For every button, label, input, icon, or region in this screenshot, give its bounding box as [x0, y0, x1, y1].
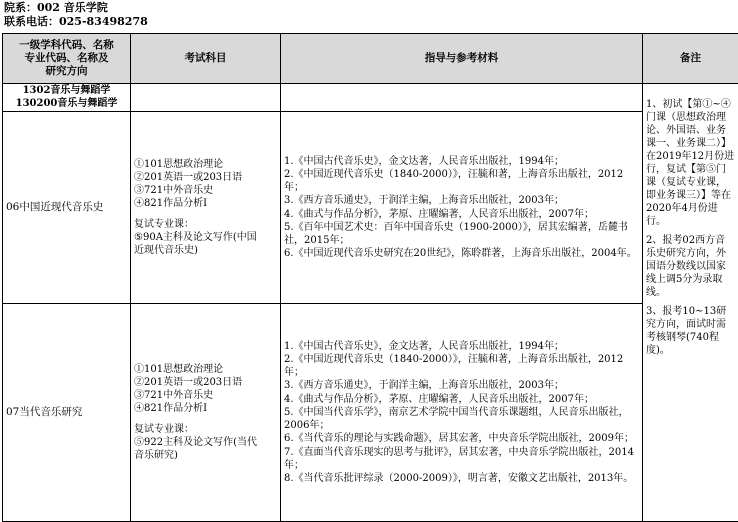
material-item: 7.《直面当代音乐现实的思考与批评》，居其宏著，中央音乐学院出版社，2014年；	[284, 446, 634, 471]
discipline-cell	[3, 84, 131, 112]
major-header-line: 专业代码、名称及	[24, 52, 109, 64]
material-item: 4.《曲式与作品分析》，茅原、庄曜编著，人民音乐出版社，2007年；	[284, 393, 594, 405]
direction-cell: 06中国近现代音乐史	[3, 112, 131, 304]
table-row	[3, 304, 738, 522]
material-item: 6.《当代音乐的理论与实践命题》，居其宏著，中央音乐学院出版社，2009年；	[284, 433, 634, 445]
material-item: 3.《西方音乐通史》，于润洋主编，上海音乐出版社，2003年；	[284, 195, 564, 207]
note-item: 3、报考10~13研究方向，面试时需考核钢琴(740程度)。	[646, 306, 727, 356]
retest-item: ⑤90A主科及论文写作(中国	[134, 232, 257, 243]
subjects-column-header: 考试科目	[131, 34, 281, 84]
retest-item: 近现代音乐史)	[134, 245, 198, 256]
subject-item: ②201英语一或203日语	[134, 172, 243, 183]
materials-cell	[281, 112, 643, 304]
subjects-cell	[131, 304, 281, 522]
material-item: 6.《中国近现代音乐史研究在20世纪》，陈聆群著，上海音乐出版社，2004年。	[284, 248, 637, 260]
discipline-line: 130200音乐与舞蹈学	[15, 97, 118, 109]
subject-item: ③721中外音乐史	[134, 390, 214, 401]
empty-cell	[281, 84, 643, 112]
table-header-row	[3, 34, 738, 84]
material-item: 5.《百年中国艺术史：百年中国音乐史（1900-2000）》，居其宏编著，岳麓书社，2015年；	[284, 221, 628, 246]
note-item: 1、初试【第①~④门课（思想政治理论、外国语、业务课一、业务课二）】在2019年12月份进行，复试【第⑤门课（复试专业课，即业务课三）】等在2020年4月份进行。	[646, 99, 735, 227]
note-item: 2、报考02西方音乐史研究方向，外国语分数线以国家线上调5分为录取线。	[646, 235, 726, 298]
subjects-cell	[131, 112, 281, 304]
retest-label: 复试专业课：	[134, 219, 194, 230]
subject-item: ④821作品分析Ⅰ	[134, 403, 208, 414]
retest-label: 复试专业课：	[134, 424, 194, 435]
subject-item: ②201英语一或203日语	[134, 377, 243, 388]
notes-column-header: 备注	[643, 34, 738, 84]
material-item: 2.《中国近现代音乐史（1840-2000）》，汪毓和著，上海音乐出版社，2012年；	[284, 168, 624, 194]
material-item: 1.《中国古代音乐史》，金文达著，人民音乐出版社，1994年；	[284, 340, 564, 352]
material-item: 4.《曲式与作品分析》，茅原、庄曜编著，人民音乐出版社，2007年；	[284, 208, 594, 220]
subject-item: ①101思想政治理论	[134, 364, 224, 375]
direction-cell: 07当代音乐研究	[3, 304, 131, 522]
materials-column-header: 指导与参考材料	[281, 34, 643, 84]
empty-cell	[131, 84, 281, 112]
discipline-line: 1302音乐与舞蹈学	[22, 85, 111, 96]
subject-item: ④821作品分析Ⅰ	[134, 198, 208, 209]
retest-item: 音乐研究)	[134, 450, 178, 461]
table-row	[3, 112, 738, 304]
material-item: 8.《当代音乐批评综录（2000-2009）》，明言著，安徽文艺出版社，2013年。	[284, 472, 634, 484]
department-label: 院系：002 音乐学院	[4, 1, 108, 14]
subject-item: ③721中外音乐史	[134, 185, 214, 196]
major-header-line: 研究方向	[45, 65, 88, 77]
subject-item: ①101思想政治理论	[134, 159, 224, 170]
discipline-row	[3, 84, 738, 112]
material-item: 5.《中国当代音乐学》，南京艺术学院中国当代音乐课题组，人民音乐出版社，2006年；	[284, 406, 629, 432]
major-column-header	[3, 34, 131, 84]
notes-cell	[643, 84, 738, 522]
material-item: 3.《西方音乐通史》，于润洋主编，上海音乐出版社，2003年；	[284, 380, 564, 392]
retest-item: ⑤922主科及论文写作(当代	[134, 437, 257, 448]
materials-cell	[281, 304, 643, 522]
major-header-line: 一级学科代码、名称	[19, 39, 114, 51]
contact-phone: 联系电话：025-83498278	[4, 15, 148, 28]
program-table	[2, 33, 738, 522]
material-item: 2.《中国近现代音乐史（1840-2000）》，汪毓和著，上海音乐出版社，2012年；	[284, 354, 624, 379]
material-item: 1.《中国古代音乐史》，金文达著，人民音乐出版社，1994年；	[284, 155, 564, 167]
